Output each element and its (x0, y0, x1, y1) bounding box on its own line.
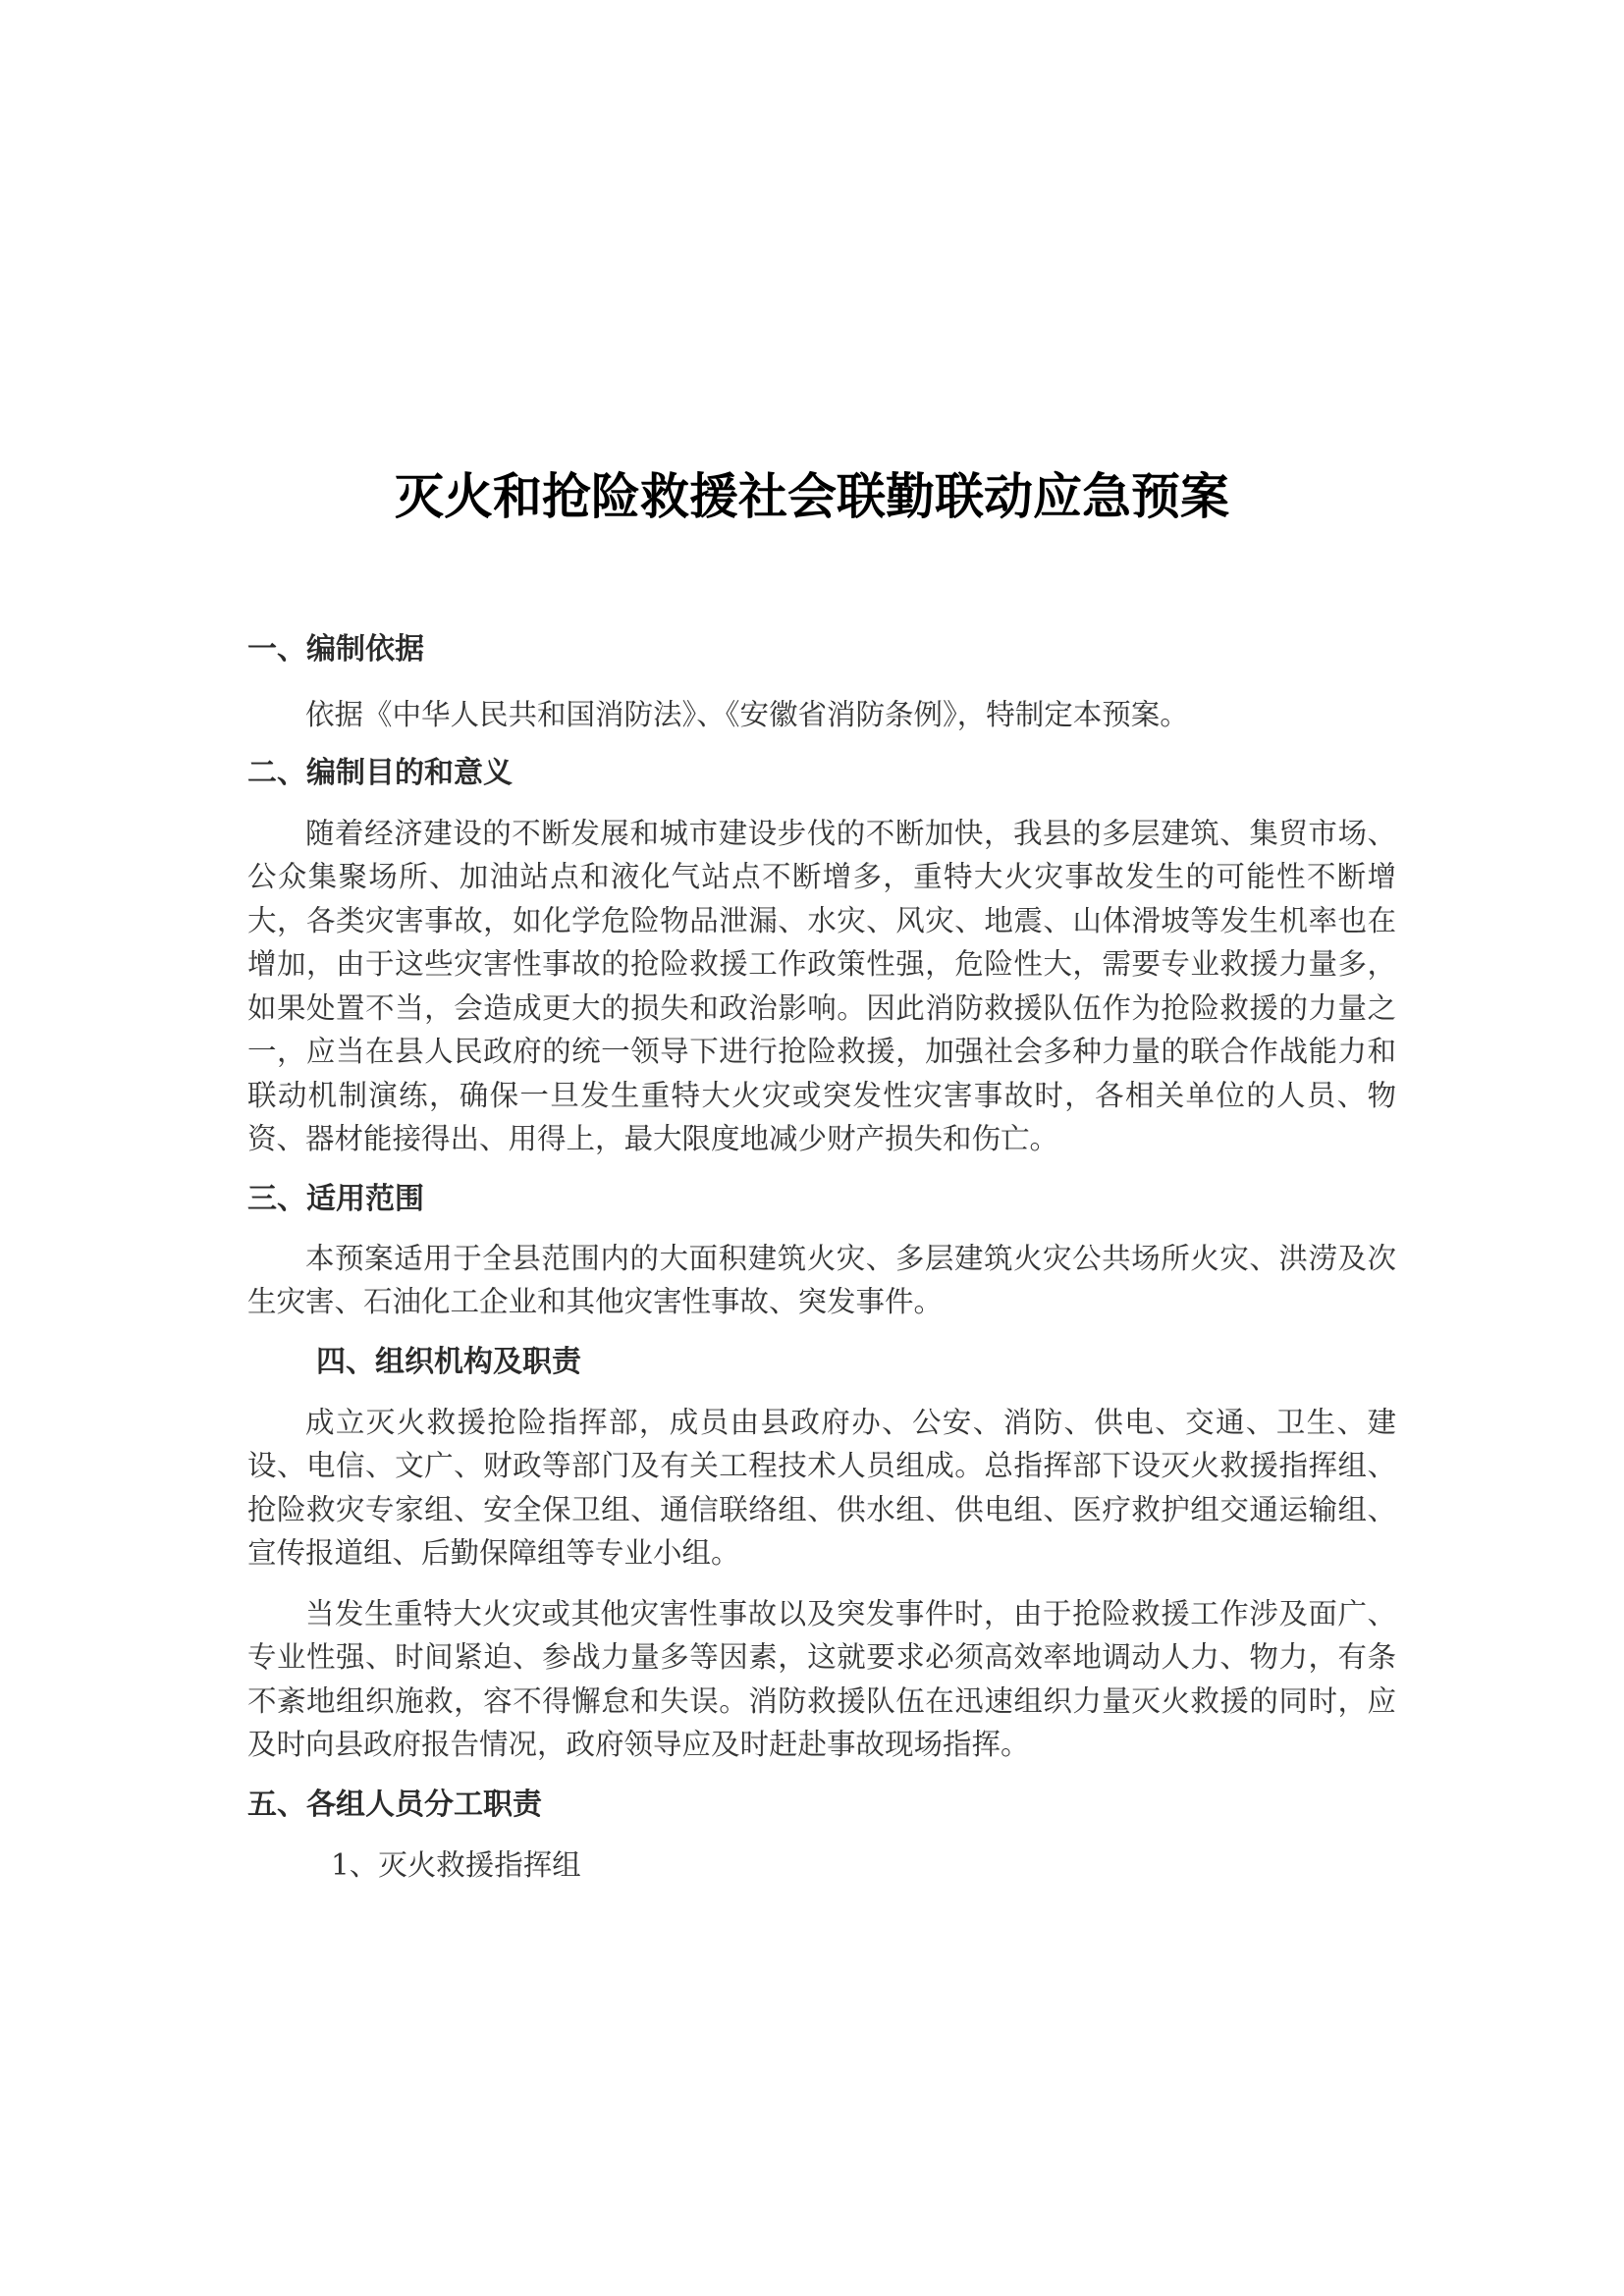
section-heading-2: 二、编制目的和意义 (247, 755, 513, 790)
section-heading-4: 四、组织机构及职责 (316, 1344, 581, 1379)
section-heading-5: 五、各组人员分工职责 (247, 1787, 542, 1822)
section-5-subheading: 1、灭火救援指挥组 (331, 1847, 581, 1882)
document-title: 灭火和抢险救援社会联勤联动应急预案 (395, 468, 1229, 525)
section-4-paragraph-1: 成立灭火救援抢险指挥部，成员由县政府办、公安、消防、供电、交通、卫生、建设、电信、文广、财政等部门及有关工程技术人员组成。总指挥部下设灭火救援指挥组、抢险救灾专家组、安全保卫组、通信联络组、供水组、供电组、医疗救护组交通运输组、宣传报道组、后勤保障组等专业小组。 (247, 1405, 1396, 1570)
section-3-paragraph: 本预案适用于全县范围内的大面积建筑火灾、多层建筑火灾公共场所火灾、洪涝及次生灾害、石油化工企业和其他灾害性事故、突发事件。 (247, 1241, 1396, 1318)
section-heading-3: 三、适用范围 (247, 1181, 424, 1216)
section-1-paragraph: 依据《中华人民共和国消防法》、《安徽省消防条例》，特制定本预案。 (305, 698, 1189, 731)
section-2-paragraph: 随着经济建设的不断发展和城市建设步伐的不断加快，我县的多层建筑、集贸市场、公众集聚场所、加油站点和液化气站点不断增多，重特大火灾事故发生的可能性不断增大，各类灾害事故，如化学危险物品泄漏、水灾、风灾、地震、山体滑坡等发生机率也在增加，由于这些灾害性事故的抢险救援工作政策性强，危险性大，需要专业救援力量多，如果处置不当，会造成更大的损失和政治影响。因此消防救援队伍作为抢险救援的力量之一，应当在县人民政府的统一领导下进行抢险救援，加强社会多种力量的联合作战能力和联动机制演练，确保一旦发生重特大火灾或突发性灾害事故时，各相关单位的人员、物资、器材能接得出、用得上，最大限度地减少财产损失和伤亡。 (247, 816, 1396, 1155)
document-body (247, 628, 1396, 1887)
section-4-paragraph-2: 当发生重特大火灾或其他灾害性事故以及突发事件时，由于抢险救援工作涉及面广、专业性强、时间紧迫、参战力量多等因素，这就要求必须高效率地调动人力、物力，有条不紊地组织施救，容不得懈怠和失误。消防救援队伍在迅速组织力量灭火救援的同时，应及时向县政府报告情况，政府领导应及时赶赴事故现场指挥。 (247, 1596, 1396, 1761)
section-heading-1: 一、编制依据 (247, 632, 424, 667)
